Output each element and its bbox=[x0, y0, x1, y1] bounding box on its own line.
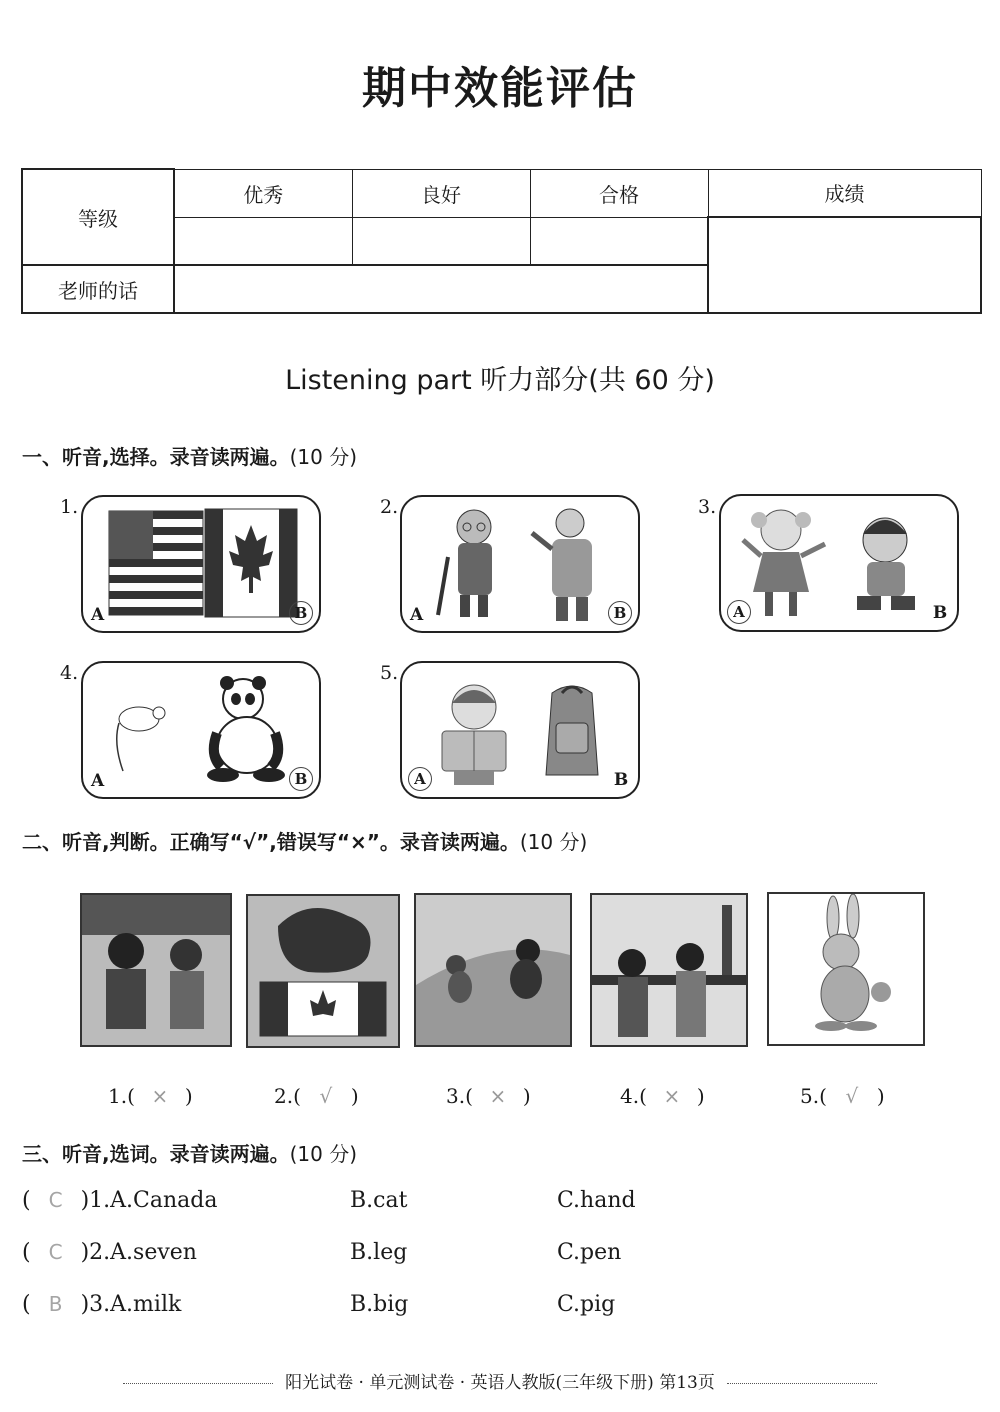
boy-schoolbag-illustration bbox=[402, 663, 638, 797]
option-b-label: B bbox=[608, 601, 632, 625]
canada-flag-icon bbox=[205, 509, 297, 617]
judgement-close: ) bbox=[350, 1084, 359, 1108]
choice-box-rat-panda bbox=[81, 661, 321, 799]
footer-text: 阳光试卷 · 单元测试卷 · 英语人教版(三年级下册) 第13页 bbox=[285, 1373, 715, 1393]
judgement-close: ) bbox=[696, 1084, 705, 1108]
grandpa-icon bbox=[532, 509, 592, 621]
usa-flag-icon bbox=[109, 511, 203, 615]
choice-box-grandparents bbox=[400, 495, 640, 633]
judgement-5 bbox=[800, 1084, 885, 1108]
word-row-3 bbox=[22, 1292, 181, 1317]
grade-pass-cell[interactable] bbox=[530, 217, 708, 265]
picture-4-girls bbox=[590, 893, 748, 1047]
picture-3-monkeys bbox=[414, 893, 572, 1047]
footer-divider-right bbox=[727, 1383, 877, 1384]
grade-pass: 合格 bbox=[530, 169, 708, 217]
footer-divider-left bbox=[123, 1383, 273, 1384]
choice-box-boy-schoolbag bbox=[400, 661, 640, 799]
listening-heading: Listening part 听力部分(共 60 分) bbox=[285, 365, 715, 396]
item-number: 5. bbox=[380, 662, 399, 684]
friends-illustration bbox=[82, 895, 230, 1045]
word-row-1 bbox=[22, 1188, 217, 1213]
judgement-number: 1.( bbox=[108, 1084, 135, 1108]
grade-good: 良好 bbox=[352, 169, 530, 217]
section2-points: (10 分) bbox=[519, 830, 588, 854]
picture-1-friends bbox=[80, 893, 232, 1047]
word-answer[interactable]: C bbox=[48, 1240, 63, 1264]
section3-title bbox=[22, 1138, 357, 1167]
teacher-comment-cell[interactable] bbox=[174, 265, 708, 313]
option-c: C.pen bbox=[557, 1240, 622, 1265]
grandparents-illustration bbox=[402, 497, 638, 631]
boy-reading-icon bbox=[442, 685, 506, 785]
section3-points: (10 分) bbox=[289, 1142, 358, 1166]
grade-label: 等级 bbox=[22, 169, 174, 265]
footer bbox=[0, 1368, 1000, 1393]
option-b-label: B bbox=[613, 770, 629, 790]
bracket-open: ( bbox=[22, 1240, 31, 1265]
judgement-number: 5.( bbox=[800, 1084, 827, 1108]
option-b-label: B bbox=[289, 601, 313, 625]
option-a: )2.A.seven bbox=[80, 1240, 197, 1265]
picture-5-rabbit bbox=[767, 892, 925, 1046]
grade-good-cell[interactable] bbox=[352, 217, 530, 265]
section2-title-text: 二、听音,判断。正确写“√”,错误写“×”。录音读两遍。 bbox=[22, 830, 520, 854]
judgement-3 bbox=[446, 1084, 531, 1108]
option-c: C.pig bbox=[557, 1292, 616, 1317]
flags-illustration bbox=[83, 497, 319, 631]
teacher-comment-label: 老师的话 bbox=[22, 265, 174, 313]
judgement-number: 4.( bbox=[620, 1084, 647, 1108]
girl-boy-illustration bbox=[721, 496, 957, 630]
word-answer[interactable]: B bbox=[48, 1292, 63, 1316]
choice-box-flags bbox=[81, 495, 321, 633]
score-cell[interactable] bbox=[708, 217, 981, 313]
judgement-answer[interactable]: × bbox=[489, 1084, 507, 1108]
option-a-label: A bbox=[91, 771, 105, 791]
option-a: )1.A.Canada bbox=[80, 1188, 218, 1213]
bracket-open: ( bbox=[22, 1188, 31, 1213]
item-number: 3. bbox=[698, 496, 717, 518]
bracket-open: ( bbox=[22, 1292, 31, 1317]
word-row-2 bbox=[22, 1240, 197, 1265]
section3-title-text: 三、听音,选词。录音读两遍。 bbox=[22, 1142, 290, 1166]
rat-icon bbox=[117, 707, 165, 771]
boy-icon bbox=[857, 518, 915, 610]
judgement-answer[interactable]: √ bbox=[319, 1084, 333, 1108]
judgement-close: ) bbox=[876, 1084, 885, 1108]
option-c: C.hand bbox=[557, 1188, 636, 1213]
section1-title bbox=[22, 441, 357, 470]
option-a-label: A bbox=[410, 605, 424, 625]
judgement-1 bbox=[108, 1084, 193, 1108]
monkeys-illustration bbox=[416, 895, 570, 1045]
girls-illustration bbox=[592, 895, 746, 1045]
option-a-label: A bbox=[91, 605, 105, 625]
grade-table bbox=[21, 168, 982, 314]
judgement-4 bbox=[620, 1084, 705, 1108]
grandma-icon bbox=[438, 510, 492, 617]
item-number: 4. bbox=[60, 662, 79, 684]
rat-panda-illustration bbox=[83, 663, 319, 797]
choice-box-girl-boy bbox=[719, 494, 959, 632]
option-a: )3.A.milk bbox=[80, 1292, 182, 1317]
schoolbag-icon bbox=[546, 686, 598, 775]
judgement-close: ) bbox=[184, 1084, 193, 1108]
section2-title bbox=[22, 826, 587, 855]
item-number: 1. bbox=[60, 496, 79, 518]
judgement-2 bbox=[274, 1084, 359, 1108]
option-b: B.cat bbox=[350, 1188, 408, 1213]
option-a-label: A bbox=[408, 767, 432, 791]
judgement-close: ) bbox=[522, 1084, 531, 1108]
bear-canada-illustration bbox=[248, 896, 398, 1046]
item-number: 2. bbox=[380, 496, 399, 518]
page-title: 期中效能评估 bbox=[362, 63, 638, 114]
grade-excellent-cell[interactable] bbox=[174, 217, 352, 265]
word-answer[interactable]: C bbox=[48, 1188, 63, 1212]
section1-title-text: 一、听音,选择。录音读两遍。 bbox=[22, 445, 290, 469]
judgement-answer[interactable]: √ bbox=[845, 1084, 859, 1108]
option-b-label: B bbox=[289, 767, 313, 791]
girl-icon bbox=[743, 510, 825, 616]
judgement-number: 3.( bbox=[446, 1084, 473, 1108]
panda-icon bbox=[207, 676, 285, 782]
section1-points: (10 分) bbox=[289, 445, 358, 469]
rabbit-icon bbox=[769, 894, 923, 1044]
option-b: B.big bbox=[350, 1292, 409, 1317]
grade-excellent: 优秀 bbox=[174, 169, 352, 217]
judgement-answer[interactable]: × bbox=[663, 1084, 681, 1108]
score-label: 成绩 bbox=[708, 169, 981, 217]
option-b: B.leg bbox=[350, 1240, 408, 1265]
option-b-label: B bbox=[932, 603, 948, 623]
picture-2-bear-canada bbox=[246, 894, 400, 1048]
option-a-label: A bbox=[727, 600, 751, 624]
judgement-answer[interactable]: × bbox=[151, 1084, 169, 1108]
judgement-number: 2.( bbox=[274, 1084, 301, 1108]
